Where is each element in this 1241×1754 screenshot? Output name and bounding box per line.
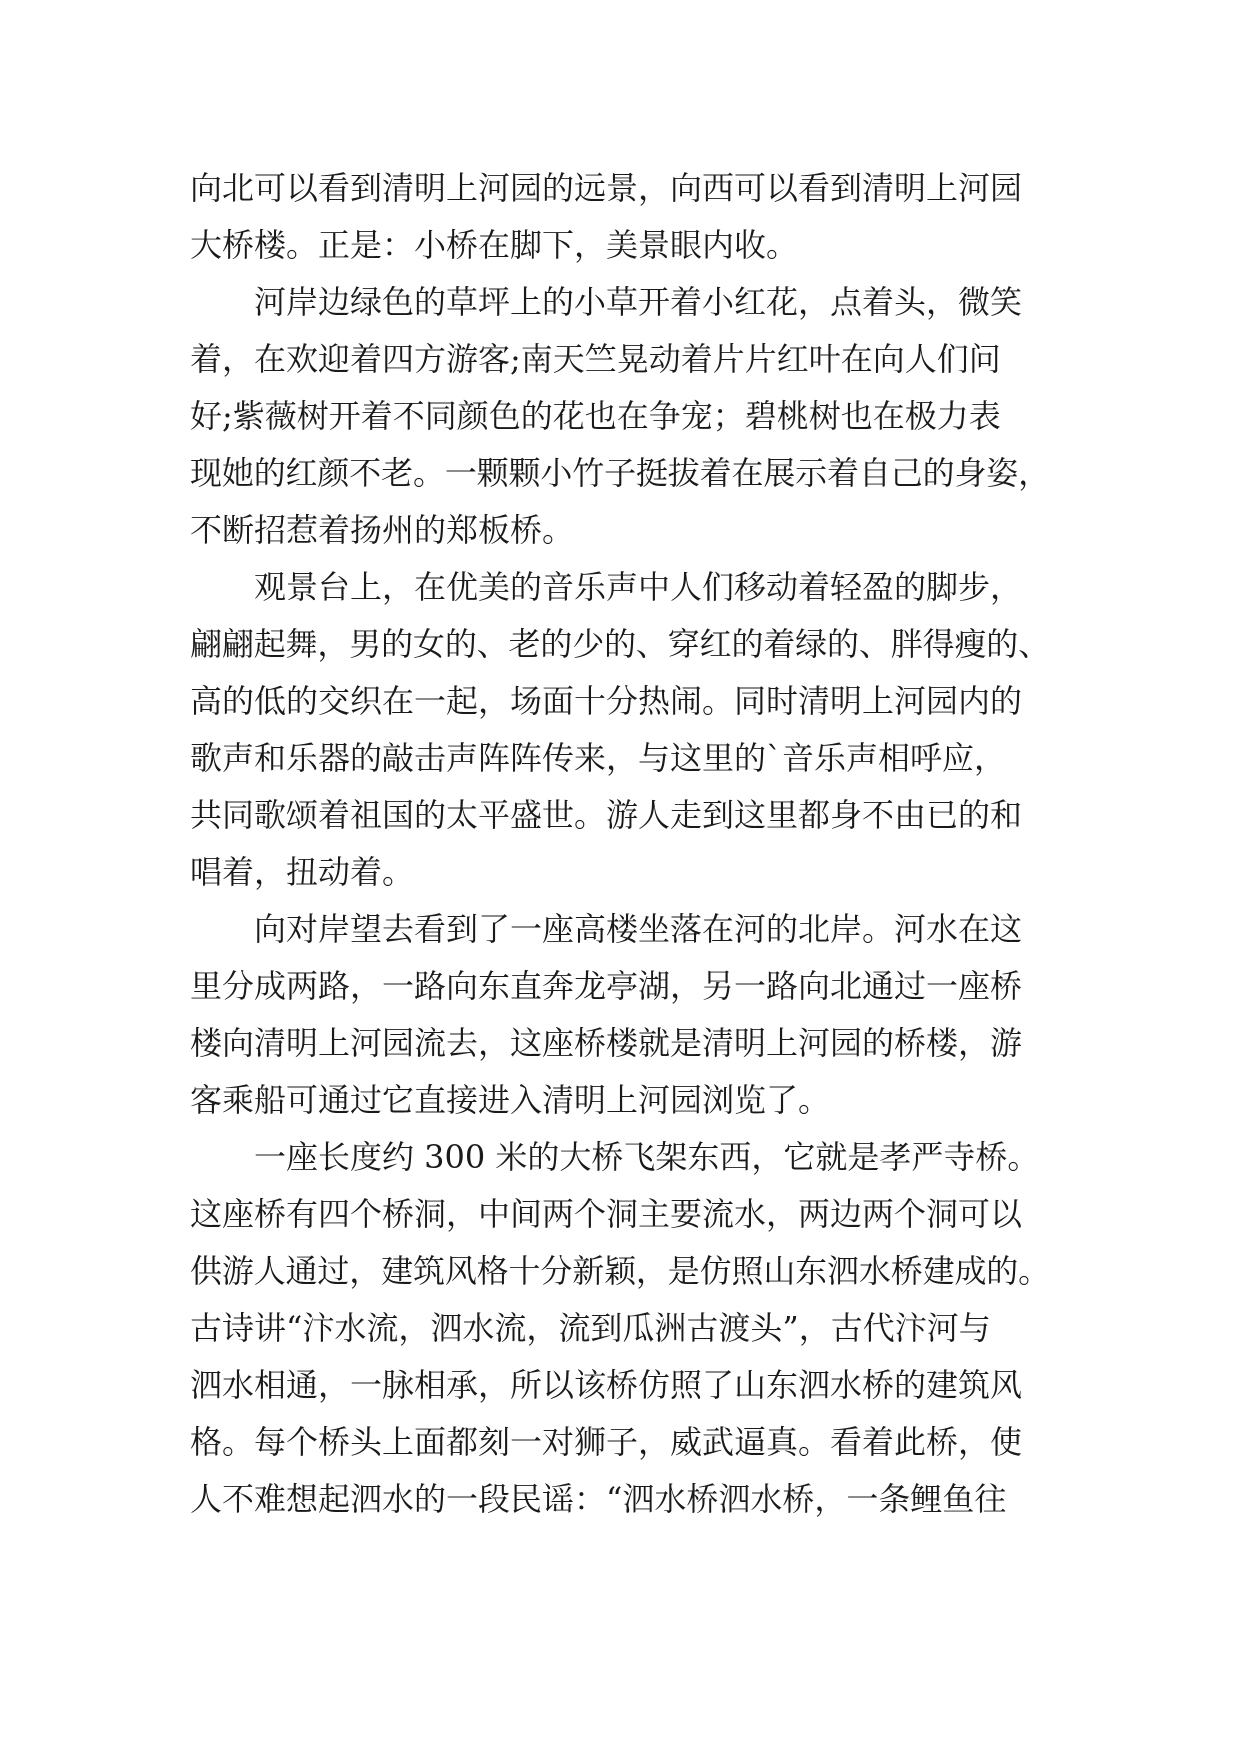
text-line: 好;紫薇树开着不同颜色的花也在争宠；碧桃树也在极力表 — [190, 397, 1001, 435]
text-line: 大桥楼。正是：小桥在脚下，美景眼内收。 — [190, 226, 799, 264]
text-line: 格。每个桥头上面都刻一对狮子，威武逼真。看着此桥，使 — [190, 1423, 1023, 1461]
paragraph-first-line: 一座长度约 300 米的大桥飞架东西，它就是孝严寺桥。 — [254, 1138, 1040, 1176]
paragraph-first-line: 向对岸望去看到了一座高楼坐落在河的北岸。河水在这 — [254, 910, 1023, 948]
text-line: 共同歌颂着祖国的太平盛世。游人走到这里都身不由已的和 — [190, 796, 1023, 834]
text-line: 这座桥有四个桥洞，中间两个洞主要流水，两边两个洞可以 — [190, 1195, 1023, 1233]
text-line: 古诗讲“汴水流，泗水流，流到瓜洲古渡头”，古代汴河与 — [190, 1309, 991, 1347]
text-line: 现她的红颜不老。一颗颗小竹子挺拔着在展示着自己的身姿， — [190, 454, 1051, 492]
text-line: 翩翩起舞，男的女的、老的少的、穿红的着绿的、胖得瘦的、 — [190, 625, 1051, 663]
text-line: 歌声和乐器的敲击声阵阵传来，与这里的`音乐声相呼应， — [190, 739, 1007, 777]
text-line: 高的低的交织在一起，场面十分热闹。同时清明上河园内的 — [190, 682, 1023, 720]
paragraph-first-line: 河岸边绿色的草坪上的小草开着小红花，点着头，微笑 — [254, 283, 1023, 321]
text-line: 向北可以看到清明上河园的远景，向西可以看到清明上河园 — [190, 169, 1023, 207]
text-line: 着，在欢迎着四方游客;南天竺晃动着片片红叶在向人们问 — [190, 340, 1001, 378]
text-line: 泗水相通，一脉相承，所以该桥仿照了山东泗水桥的建筑风 — [190, 1366, 1023, 1404]
paragraph-first-line: 观景台上，在优美的音乐声中人们移动着轻盈的脚步， — [254, 568, 1023, 606]
text-line: 不断招惹着扬州的郑板桥。 — [190, 511, 575, 549]
text-line: 人不难想起泗水的一段民谣：“泗水桥泗水桥，一条鲤鱼往 — [190, 1480, 1007, 1518]
text-line: 楼向清明上河园流去，这座桥楼就是清明上河园的桥楼，游 — [190, 1024, 1023, 1062]
text-line: 客乘船可通过它直接进入清明上河园浏览了。 — [190, 1081, 831, 1119]
body-text — [190, 160, 1050, 1528]
text-line: 唱着，扭动着。 — [190, 853, 415, 891]
text-line: 里分成两路，一路向东直奔龙亭湖，另一路向北通过一座桥 — [190, 967, 1023, 1005]
text-line: 供游人通过，建筑风格十分新颖，是仿照山东泗水桥建成的。 — [190, 1252, 1051, 1290]
